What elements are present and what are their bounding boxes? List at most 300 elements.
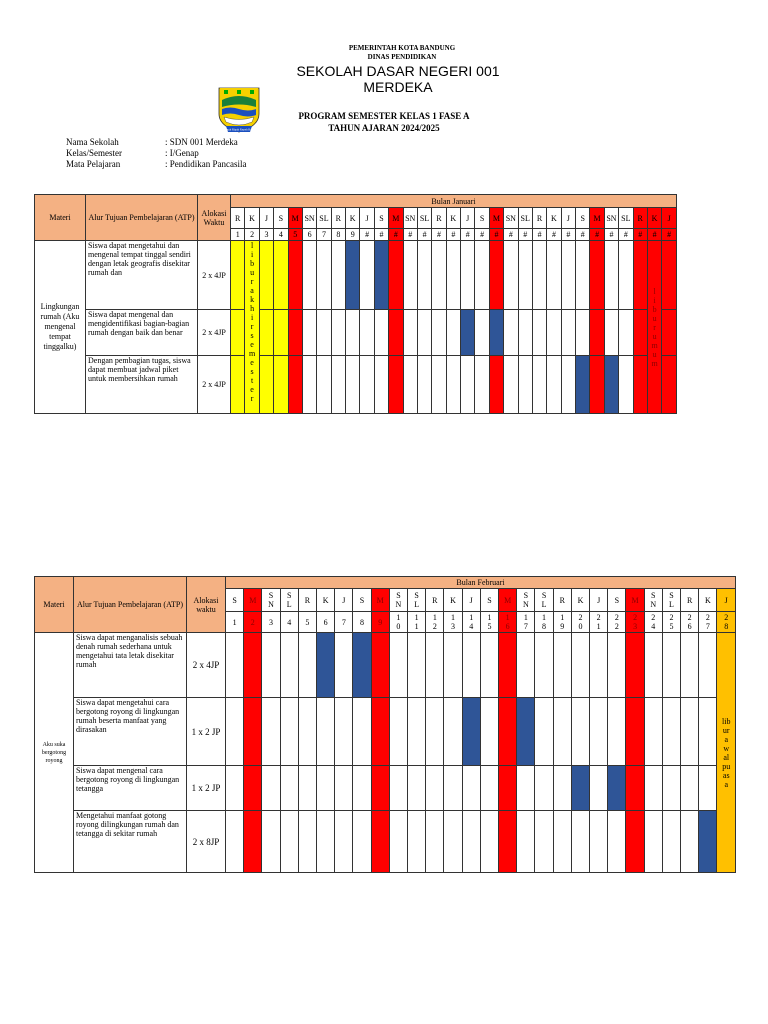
date-header: 5 bbox=[288, 229, 302, 241]
day-cell bbox=[644, 766, 662, 811]
info-class: Kelas/Semester : I/Genap bbox=[66, 148, 199, 158]
day-header: R bbox=[426, 589, 444, 612]
day-cell bbox=[535, 698, 553, 766]
info-subject: Mata Pelajaran : Pendidikan Pancasila bbox=[66, 159, 247, 169]
day-cell bbox=[426, 811, 444, 873]
day-cell bbox=[576, 241, 590, 310]
day-header: K bbox=[446, 208, 460, 229]
day-header: R bbox=[432, 208, 446, 229]
day-header: SN bbox=[604, 208, 618, 229]
scheduled-cell bbox=[346, 241, 360, 310]
day-cell bbox=[446, 241, 460, 310]
day-cell bbox=[489, 241, 503, 310]
day-cell bbox=[626, 633, 644, 698]
day-cell bbox=[662, 811, 680, 873]
holiday-cell bbox=[231, 241, 245, 310]
day-cell bbox=[532, 310, 546, 356]
day-cell bbox=[604, 310, 618, 356]
scheduled-cell bbox=[461, 310, 475, 356]
day-cell bbox=[499, 633, 517, 698]
date-header: 2 8 bbox=[717, 612, 736, 633]
holiday-cell bbox=[259, 241, 273, 310]
day-cell bbox=[371, 811, 389, 873]
day-cell bbox=[389, 766, 407, 811]
date-header: # bbox=[561, 229, 575, 241]
day-cell bbox=[226, 633, 244, 698]
date-header: 2 7 bbox=[699, 612, 717, 633]
day-header: J bbox=[259, 208, 273, 229]
day-header: S L bbox=[408, 589, 426, 612]
holiday-cell bbox=[259, 310, 273, 356]
day-header: K bbox=[444, 589, 462, 612]
day-cell bbox=[532, 241, 546, 310]
day-cell bbox=[408, 633, 426, 698]
date-header: 9 bbox=[346, 229, 360, 241]
day-header: S L bbox=[535, 589, 553, 612]
day-cell bbox=[444, 811, 462, 873]
day-cell bbox=[426, 698, 444, 766]
day-header: J bbox=[662, 208, 677, 229]
day-header: K bbox=[571, 589, 589, 612]
day-cell bbox=[353, 811, 371, 873]
day-cell bbox=[604, 241, 618, 310]
day-header: K bbox=[317, 589, 335, 612]
day-cell bbox=[553, 633, 571, 698]
day-cell bbox=[335, 811, 353, 873]
day-cell bbox=[608, 811, 626, 873]
day-cell bbox=[335, 633, 353, 698]
day-cell bbox=[335, 766, 353, 811]
date-header: 1 6 bbox=[499, 612, 517, 633]
day-header: S bbox=[475, 208, 489, 229]
day-cell bbox=[662, 633, 680, 698]
date-header: 2 bbox=[245, 229, 259, 241]
day-cell bbox=[302, 241, 316, 310]
alokasi-cell: 2 x 4JP bbox=[198, 356, 231, 414]
day-cell bbox=[374, 310, 388, 356]
holiday-cell bbox=[274, 241, 288, 310]
date-header: 1 bbox=[226, 612, 244, 633]
col-atp: Alur Tujuan Pembelajaran (ATP) bbox=[74, 577, 187, 633]
atp-cell: Siswa dapat mengetahui dan mengenal tempat tinggal sendiri dengan letak geografis disekitar rumah dan bbox=[86, 241, 198, 310]
day-cell bbox=[298, 698, 316, 766]
date-header: # bbox=[590, 229, 604, 241]
day-header: M bbox=[389, 208, 403, 229]
month-header: Bulan Januari bbox=[231, 195, 677, 208]
alokasi-cell: 1 x 2 JP bbox=[187, 698, 226, 766]
school-name-line-1: SEKOLAH DASAR NEGERI 001 bbox=[296, 63, 500, 79]
day-cell bbox=[681, 698, 699, 766]
date-header: # bbox=[647, 229, 661, 241]
day-cell bbox=[699, 633, 717, 698]
day-cell bbox=[681, 766, 699, 811]
day-header: M bbox=[244, 589, 262, 612]
day-cell bbox=[262, 811, 280, 873]
day-header: R bbox=[231, 208, 245, 229]
day-cell bbox=[475, 241, 489, 310]
date-header: 1 8 bbox=[535, 612, 553, 633]
day-cell bbox=[317, 241, 331, 310]
day-cell bbox=[576, 310, 590, 356]
day-cell bbox=[499, 811, 517, 873]
day-cell bbox=[644, 811, 662, 873]
date-header: # bbox=[633, 229, 647, 241]
day-cell bbox=[280, 811, 298, 873]
day-cell bbox=[644, 698, 662, 766]
alokasi-cell: 2 x 4JP bbox=[198, 310, 231, 356]
day-cell bbox=[353, 698, 371, 766]
col-alokasi: Alokasi Waktu bbox=[198, 195, 231, 241]
day-cell bbox=[371, 698, 389, 766]
day-cell bbox=[317, 356, 331, 414]
day-cell bbox=[608, 698, 626, 766]
day-header: R bbox=[298, 589, 316, 612]
day-cell bbox=[446, 356, 460, 414]
day-cell bbox=[489, 356, 503, 414]
date-header: 4 bbox=[274, 229, 288, 241]
date-header: 1 1 bbox=[408, 612, 426, 633]
scheduled-cell bbox=[608, 766, 626, 811]
day-cell bbox=[590, 811, 608, 873]
day-header: S bbox=[274, 208, 288, 229]
scheduled-cell bbox=[374, 241, 388, 310]
day-cell bbox=[335, 698, 353, 766]
day-header: SN bbox=[504, 208, 518, 229]
day-cell bbox=[389, 633, 407, 698]
scheduled-cell bbox=[317, 633, 335, 698]
day-cell bbox=[504, 310, 518, 356]
atp-cell: Siswa dapat mengenal cara bergotong royong di lingkungan tetangga bbox=[74, 766, 187, 811]
day-cell bbox=[408, 811, 426, 873]
day-header: S bbox=[353, 589, 371, 612]
day-header: S L bbox=[662, 589, 680, 612]
date-header: 3 bbox=[259, 229, 273, 241]
date-header: 1 4 bbox=[462, 612, 480, 633]
date-header: 1 bbox=[231, 229, 245, 241]
day-cell bbox=[374, 356, 388, 414]
date-header: # bbox=[446, 229, 460, 241]
day-cell bbox=[298, 811, 316, 873]
day-cell bbox=[461, 356, 475, 414]
day-cell bbox=[644, 633, 662, 698]
day-cell bbox=[662, 310, 677, 356]
program-title: PROGRAM SEMESTER KELAS 1 FASE A bbox=[298, 111, 470, 121]
day-header: K bbox=[647, 208, 661, 229]
day-cell bbox=[608, 633, 626, 698]
day-cell bbox=[417, 310, 431, 356]
day-header: R bbox=[553, 589, 571, 612]
info-school: Nama Sekolah : SDN 001 Merdeka bbox=[66, 137, 238, 147]
day-header: J bbox=[717, 589, 736, 612]
day-cell bbox=[280, 766, 298, 811]
day-cell bbox=[317, 310, 331, 356]
day-cell bbox=[590, 766, 608, 811]
gov-line-1: PEMERINTAH KOTA BANDUNG bbox=[348, 44, 456, 52]
day-cell bbox=[317, 811, 335, 873]
materi-cell: Lingkungan rumah (Aku mengenal tempat tinggalku) bbox=[35, 241, 86, 414]
day-cell bbox=[331, 310, 345, 356]
date-header: # bbox=[518, 229, 532, 241]
day-cell bbox=[480, 766, 498, 811]
day-header: M bbox=[489, 208, 503, 229]
day-cell bbox=[403, 356, 417, 414]
day-cell bbox=[626, 766, 644, 811]
day-cell bbox=[561, 356, 575, 414]
day-cell bbox=[571, 811, 589, 873]
day-cell bbox=[547, 356, 561, 414]
day-header: S bbox=[480, 589, 498, 612]
day-cell bbox=[389, 356, 403, 414]
day-cell bbox=[408, 766, 426, 811]
alokasi-cell: 2 x 4JP bbox=[187, 633, 226, 698]
day-cell bbox=[417, 241, 431, 310]
day-cell bbox=[298, 633, 316, 698]
day-cell bbox=[518, 356, 532, 414]
day-cell bbox=[590, 698, 608, 766]
day-cell bbox=[626, 698, 644, 766]
day-header: M bbox=[288, 208, 302, 229]
date-header: 5 bbox=[298, 612, 316, 633]
date-header: # bbox=[417, 229, 431, 241]
date-header: 2 0 bbox=[571, 612, 589, 633]
day-cell bbox=[518, 310, 532, 356]
day-cell bbox=[262, 633, 280, 698]
day-header: R bbox=[681, 589, 699, 612]
date-header: 8 bbox=[331, 229, 345, 241]
day-cell bbox=[346, 310, 360, 356]
day-cell bbox=[662, 356, 677, 414]
day-cell bbox=[331, 356, 345, 414]
day-cell bbox=[288, 356, 302, 414]
col-alokasi: Alokasi waktu bbox=[187, 577, 226, 633]
day-cell bbox=[432, 310, 446, 356]
school-name-line-2: MERDEKA bbox=[363, 79, 433, 95]
scheduled-cell bbox=[576, 356, 590, 414]
date-header: # bbox=[532, 229, 546, 241]
date-header: 1 7 bbox=[517, 612, 535, 633]
date-header: 1 5 bbox=[480, 612, 498, 633]
day-cell bbox=[360, 356, 374, 414]
scheduled-cell bbox=[604, 356, 618, 414]
day-cell bbox=[462, 633, 480, 698]
day-cell bbox=[517, 811, 535, 873]
date-header: 2 3 bbox=[626, 612, 644, 633]
day-header: M bbox=[371, 589, 389, 612]
day-cell bbox=[389, 811, 407, 873]
atp-cell: Dengan pembagian tugas, siswa dapat membuat jadwal piket untuk membersihkan rumah bbox=[86, 356, 198, 414]
scheduled-cell bbox=[353, 633, 371, 698]
day-cell bbox=[360, 241, 374, 310]
day-cell bbox=[331, 241, 345, 310]
day-cell bbox=[389, 310, 403, 356]
date-header: 7 bbox=[335, 612, 353, 633]
date-header: 7 bbox=[317, 229, 331, 241]
day-header: M bbox=[626, 589, 644, 612]
day-cell bbox=[226, 766, 244, 811]
day-cell bbox=[535, 766, 553, 811]
date-header: 6 bbox=[302, 229, 316, 241]
day-cell bbox=[426, 633, 444, 698]
day-cell bbox=[571, 698, 589, 766]
january-schedule-table bbox=[34, 194, 677, 414]
col-materi: Materi bbox=[35, 195, 86, 241]
day-cell bbox=[371, 766, 389, 811]
col-atp: Alur Tujuan Pembelajaran (ATP) bbox=[86, 195, 198, 241]
day-header: S N bbox=[262, 589, 280, 612]
day-cell bbox=[547, 241, 561, 310]
scheduled-cell bbox=[699, 811, 717, 873]
date-header: 2 6 bbox=[681, 612, 699, 633]
day-cell bbox=[444, 633, 462, 698]
semester-holiday-cell: l i b u r a k h i r s e m e s t e r bbox=[245, 241, 259, 414]
day-cell bbox=[535, 633, 553, 698]
day-cell bbox=[517, 766, 535, 811]
day-header: SL bbox=[417, 208, 431, 229]
day-cell bbox=[662, 698, 680, 766]
day-cell bbox=[699, 698, 717, 766]
fasting-holiday-cell: lib ur a w al pu as a bbox=[717, 633, 736, 873]
academic-year: TAHUN AJARAN 2024/2025 bbox=[328, 123, 440, 133]
day-cell bbox=[444, 766, 462, 811]
holiday-cell bbox=[231, 310, 245, 356]
day-cell bbox=[619, 356, 633, 414]
day-cell bbox=[619, 241, 633, 310]
day-header: S N bbox=[517, 589, 535, 612]
date-header: # bbox=[461, 229, 475, 241]
day-cell bbox=[681, 633, 699, 698]
day-cell bbox=[408, 698, 426, 766]
day-header: J bbox=[335, 589, 353, 612]
day-cell bbox=[480, 633, 498, 698]
day-cell bbox=[499, 698, 517, 766]
day-header: SL bbox=[518, 208, 532, 229]
day-cell bbox=[262, 698, 280, 766]
materi-cell: Aku suka bergotong royong bbox=[35, 633, 74, 873]
day-cell bbox=[288, 241, 302, 310]
day-header: R bbox=[331, 208, 345, 229]
day-cell bbox=[417, 356, 431, 414]
atp-cell: Siswa dapat mengetahui cara bergotong royong di lingkungan rumah beserta manfaat yang dirasakan bbox=[74, 698, 187, 766]
scheduled-cell bbox=[517, 698, 535, 766]
day-cell bbox=[626, 811, 644, 873]
scheduled-cell bbox=[571, 766, 589, 811]
day-cell bbox=[475, 356, 489, 414]
date-header: 8 bbox=[353, 612, 371, 633]
day-cell bbox=[262, 766, 280, 811]
date-header: 2 4 bbox=[644, 612, 662, 633]
day-header: J bbox=[462, 589, 480, 612]
day-cell bbox=[547, 310, 561, 356]
day-cell bbox=[681, 811, 699, 873]
day-cell bbox=[561, 241, 575, 310]
date-header: 3 bbox=[262, 612, 280, 633]
day-header: J bbox=[561, 208, 575, 229]
day-header: M bbox=[590, 208, 604, 229]
date-header: 1 9 bbox=[553, 612, 571, 633]
day-cell bbox=[403, 310, 417, 356]
date-header: # bbox=[662, 229, 677, 241]
day-cell bbox=[571, 633, 589, 698]
day-cell bbox=[517, 633, 535, 698]
day-header: SL bbox=[317, 208, 331, 229]
date-header: 6 bbox=[317, 612, 335, 633]
day-cell bbox=[633, 310, 647, 356]
day-header: R bbox=[633, 208, 647, 229]
day-cell bbox=[244, 766, 262, 811]
day-cell bbox=[461, 241, 475, 310]
day-cell bbox=[633, 356, 647, 414]
day-cell bbox=[590, 310, 604, 356]
day-cell bbox=[590, 356, 604, 414]
day-cell bbox=[244, 633, 262, 698]
atp-cell: Siswa dapat mengenal dan mengidentifikasi bagian-bagian rumah dengan baik dan benar bbox=[86, 310, 198, 356]
day-header: S bbox=[226, 589, 244, 612]
day-cell bbox=[480, 698, 498, 766]
date-header: # bbox=[504, 229, 518, 241]
day-cell bbox=[619, 310, 633, 356]
alokasi-cell: 2 x 8JP bbox=[187, 811, 226, 873]
day-cell bbox=[360, 310, 374, 356]
day-cell bbox=[532, 356, 546, 414]
date-header: 2 5 bbox=[662, 612, 680, 633]
february-schedule-table bbox=[34, 576, 736, 873]
date-header: # bbox=[389, 229, 403, 241]
day-cell bbox=[371, 633, 389, 698]
day-cell bbox=[280, 633, 298, 698]
day-cell bbox=[244, 811, 262, 873]
date-header: # bbox=[576, 229, 590, 241]
day-cell bbox=[317, 766, 335, 811]
day-header: SN bbox=[302, 208, 316, 229]
day-cell bbox=[226, 811, 244, 873]
atp-cell: Mengetahui manfaat gotong royong dilingkungan rumah dan tetangga di sekitar rumah bbox=[74, 811, 187, 873]
day-header: S bbox=[374, 208, 388, 229]
holiday-cell bbox=[274, 310, 288, 356]
atp-cell: Siswa dapat menganalisis sebuah denah rumah sederhana untuk mengetahui tata letak disekitar rumah bbox=[74, 633, 187, 698]
day-cell bbox=[288, 310, 302, 356]
day-cell bbox=[462, 766, 480, 811]
day-cell bbox=[553, 811, 571, 873]
date-header: 1 3 bbox=[444, 612, 462, 633]
day-cell bbox=[699, 766, 717, 811]
day-cell bbox=[389, 241, 403, 310]
day-cell bbox=[499, 766, 517, 811]
svg-text:Gemah Ripah Repeh Rapih: Gemah Ripah Repeh Rapih bbox=[222, 127, 256, 132]
day-cell bbox=[389, 698, 407, 766]
holiday-cell bbox=[259, 356, 273, 414]
day-header: R bbox=[532, 208, 546, 229]
day-header: S L bbox=[280, 589, 298, 612]
day-cell bbox=[353, 766, 371, 811]
date-header: # bbox=[432, 229, 446, 241]
date-header: # bbox=[403, 229, 417, 241]
day-cell bbox=[553, 766, 571, 811]
date-header: # bbox=[604, 229, 618, 241]
day-cell bbox=[298, 766, 316, 811]
day-cell bbox=[444, 698, 462, 766]
month-header: Bulan Februari bbox=[226, 577, 736, 589]
day-header: J bbox=[360, 208, 374, 229]
holiday-cell bbox=[274, 356, 288, 414]
date-header: 1 2 bbox=[426, 612, 444, 633]
day-cell bbox=[244, 698, 262, 766]
day-cell bbox=[317, 698, 335, 766]
day-cell bbox=[475, 310, 489, 356]
date-header: 9 bbox=[371, 612, 389, 633]
alokasi-cell: 1 x 2 JP bbox=[187, 766, 226, 811]
day-cell bbox=[226, 698, 244, 766]
day-cell bbox=[403, 241, 417, 310]
